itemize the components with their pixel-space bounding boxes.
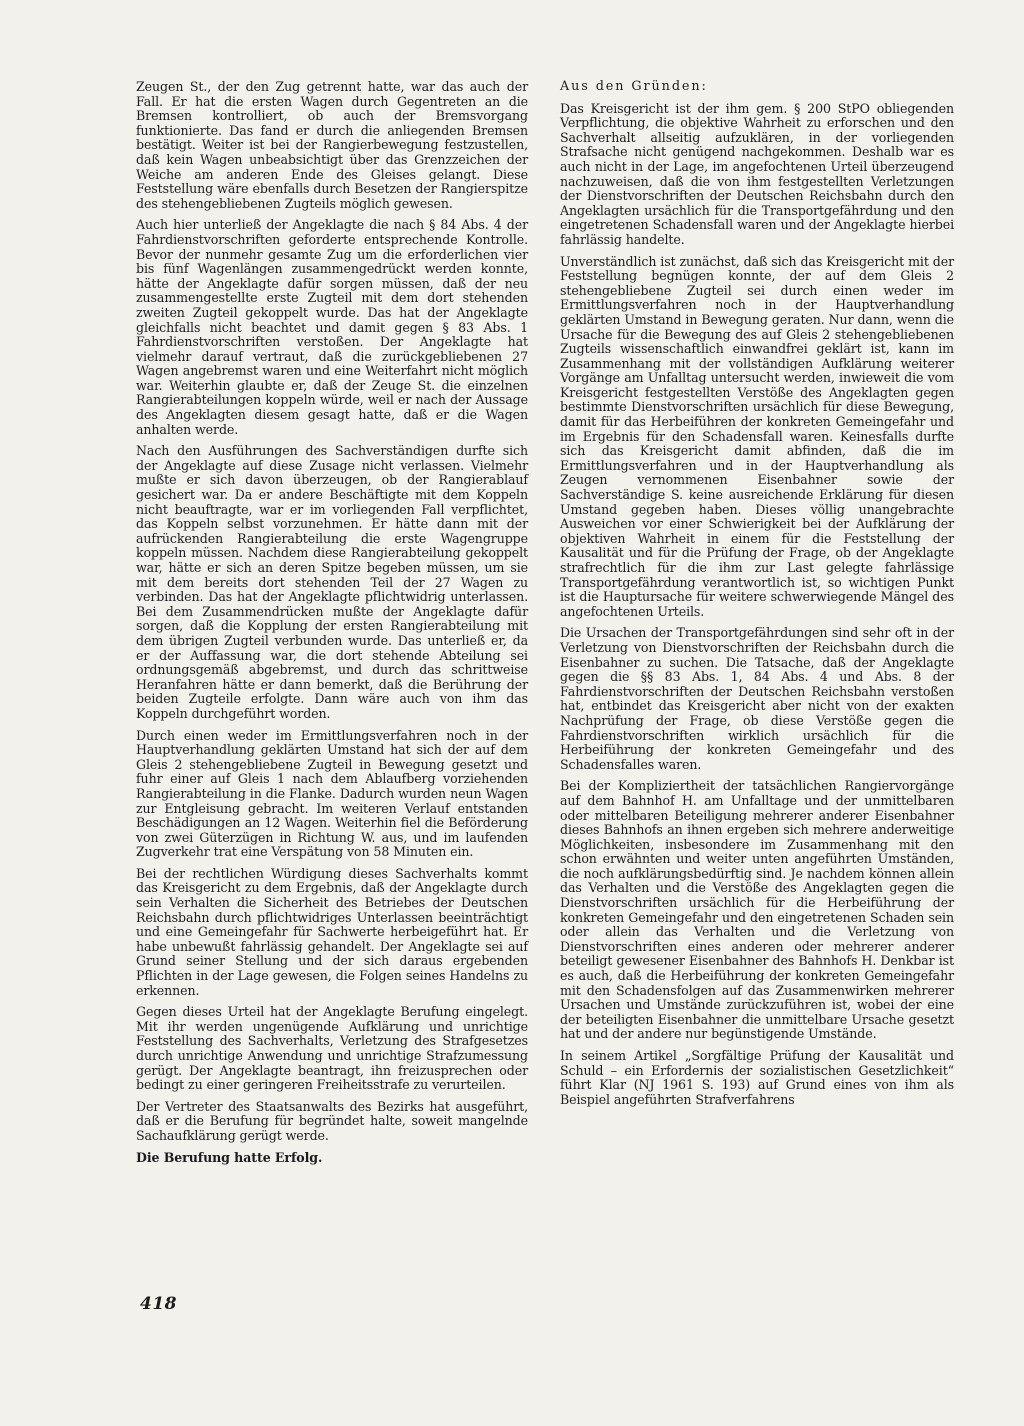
- paragraph: Zeugen St., der den Zug getrennt hatte, war das auch der Fall. Er hat die ersten Wagen durch Gegentreten an die Bremsen kontrolliert, ob auch der Bremsvorgang funktionierte. Das fand er durch die anliegenden Bremsen bestätigt. Weiter ist bei der Rangierbewegung festzustellen, daß kein Wagen unbeabsichtigt über das Grenzzeichen der Weiche am anderen Ende des Gleises gelangt. Diese Feststellung wäre ebenfalls durch Besetzen der Rangierspitze des stehengebliebenen Zugteils möglich gewesen.: [136, 79, 528, 211]
- section-heading: Aus den Gründen:: [560, 79, 708, 94]
- paragraph: Unverständlich ist zunächst, daß sich das Kreisgericht mit der Feststellung begnügen konnte, der auf dem Gleis 2 stehengebliebene Zugteil sei durch einen weder im Ermittlungsverfahren noch in der Hauptverhandlung geklärten Umstand in Bewegung geraten. Nur dann, wenn die Ursache für die Bewegung des auf Gleis 2 stehengebliebenen Zugteils wissenschaftlich einwandfrei geklärt ist, kann im Zusammenhang mit der vollständigen Aufklärung weiterer Vorgänge am Unfalltag untersucht werden, inwieweit die vom Kreisgericht festgestellten Verstöße des Angeklagten gegen bestimmte Dienstvorschriften ursächlich für diese Bewegung, damit für das Herbeiführen der konkreten Gemeingefahr und im Ergebnis für den Schadensfall waren. Keinesfalls durfte sich das Kreisgericht damit abfinden, daß die im Ermittlungsverfahren und in der Hauptverhandlung als Zeugen vernommenen Eisenbahner sowie der Sachverständige S. keine ausreichende Erklärung für diesen Umstand gegeben haben. Dieses völlig unangebrachte Ausweichen vor einer Schwierigkeit bei der Aufklärung der objektiven Wahrheit in einem für die Feststellung der Kausalität und für die Prüfung der Frage, ob der Angeklagte strafrechtlich für die ihm zur Last gelegte fahrlässige Transportgefährdung verantwortlich ist, so wichtigen Punkt ist die Hauptursache für weitere schwerwiegende Mängel des angefochtenen Urteils.: [560, 253, 954, 619]
- left-column: [136, 80, 528, 1172]
- paragraph: Durch einen weder im Ermittlungsverfahren noch in der Hauptverhandlung geklärten Umstand hat sich der auf dem Gleis 2 stehengebliebene Zugteil in Bewegung gesetzt und fuhr einer auf Gleis 1 nach dem Ablaufberg vorziehenden Rangierabteilung in die Flanke. Dadurch wurden neun Wagen zur Entgleisung gebracht. Im weiteren Verlauf entstanden Beschädigungen an 12 Wagen. Weiterhin fiel die Beförderung von zwei Güterzügen in Richtung W. aus, und im laufenden Zugverkehr trat eine Verspätung von 58 Minuten ein.: [136, 727, 528, 860]
- paragraph: Der Vertreter des Staatsanwalts des Bezirks hat ausgeführt, daß er die Berufung für begründet halte, soweit mangelnde Sachaufklärung gerügt werde.: [136, 1098, 528, 1143]
- paragraph: Auch hier unterließ der Angeklagte die nach § 84 Abs. 4 der Fahrdienstvorschriften geforderte entsprechende Kontrolle. Bevor der nunmehr gesamte Zug um die erforderlichen vier bis fünf Wagenlängen zusammengedrückt werden konnte, hätte der Angeklagte dafür sorgen müssen, daß der neu zusammengestellte erste Zugteil mit dem dort stehenden zweiten Zugteil gekoppelt wurde. Das hat der Angeklagte gleichfalls nicht beachtet und damit gegen § 83 Abs. 1 Fahrdienstvorschriften verstoßen. Der Angeklagte hat vielmehr darauf vertraut, daß die zurückgebliebenen 27 Wagen angebremst waren und eine Weiterfahrt nicht möglich war. Weiterhin glaubte er, daß der Zeuge St. die einzelnen Rangierabteilungen koppeln würde, weil er nach der Aussage des Angeklagten diesem gesagt hatte, daß er die Wagen anhalten werde.: [136, 217, 528, 437]
- paragraph: Nach den Ausführungen des Sachverständigen durfte sich der Angeklagte auf diese Zusage nicht verlassen. Vielmehr mußte er sich davon überzeugen, ob der Rangierablauf gesichert war. Da er andere Beschäftigte mit dem Koppeln nicht beauftragte, war er im vorliegenden Fall verpflichtet, das Koppeln selbst vorzunehmen. Er hätte dann mit der aufrückenden Rangierabteilung die erste Wagengruppe koppeln müssen. Nachdem diese Rangierabteilung gekoppelt war, hätte er sich an deren Spitze begeben müssen, um sie mit dem bereits dort stehenden Teil der 27 Wagen zu verbinden. Das hat der Angeklagte pflichtwidrig unterlassen. Bei dem Zusammendrücken mußte der Angeklagte dafür sorgen, daß die Kopplung der ersten Rangierabteilung mit dem übrigen Zugteil verbunden wurde. Das unterließ er, da er der Auffassung war, die dort stehende Abteilung sei ordnungsgemäß abgebremst, und durch das schrittweise Heranfahren hätte er dann bemerkt, daß die Berührung der beiden Zugteile erfolgte. Dann wäre auch von ihm das Koppeln durchgeführt worden.: [136, 443, 528, 721]
- paragraph: Bei der rechtlichen Würdigung dieses Sachverhalts kommt das Kreisgericht zu dem Ergebnis, daß der Angeklagte durch sein Verhalten die Sicherheit des Betriebes der Deutschen Reichsbahn durch pflichtwidriges Unterlassen beeinträchtigt und eine Gemeingefahr für Sachwerte herbeigeführt hat. Er habe unbewußt fahrlässig gehandelt. Der Angeklagte sei auf Grund seiner Stellung und der sich daraus ergebenden Pflichten in der Lage gewesen, die Folgen seines Handelns zu erkennen.: [136, 865, 528, 998]
- page-number: 418: [140, 1294, 177, 1314]
- paragraph: Die Ursachen der Transportgefährdungen sind sehr oft in der Verletzung von Dienstvorschriften der Reichsbahn durch die Eisenbahner zu suchen. Die Tatsache, daß der Angeklagte gegen die §§ 83 Abs. 1, 84 Abs. 4 und Abs. 8 der Fahrdienstvorschriften der Deutschen Reichsbahn verstoßen hat, entbindet das Kreisgericht aber nicht von der exakten Nachprüfung der Frage, ob diese Verstöße gegen die Fahrdienstvorschriften wirklich ursächlich für die Herbeiführung der konkreten Gemeingefahr und des Schadensfalles waren.: [560, 625, 954, 772]
- verdict-text: Die Berufung hatte Erfolg.: [136, 1149, 323, 1165]
- paragraph: Gegen dieses Urteil hat der Angeklagte Berufung eingelegt. Mit ihr werden ungenügende Aufklärung und unrichtige Feststellung des Sachverhalts, Verletzung des Strafgesetzes durch unrichtige Anwendung und unrichtige Strafzumessung gerügt. Der Angeklagte beantragt, ihn freizusprechen oder bedingt zu einer geringeren Freiheitsstrafe zu verurteilen.: [136, 1004, 528, 1093]
- right-column: [560, 80, 954, 1114]
- paragraph: Bei der Kompliziertheit der tatsächlichen Rangiervorgänge auf dem Bahnhof H. am Unfalltage und der unmittelbaren oder mittelbaren Beteiligung mehrerer anderer Eisenbahner dieses Bahnhofs an ihnen ergeben sich mehrere anderweitige Möglichkeiten, insbesondere im Zusammenhang mit den schon erwähnten und weiter unten angeführten Umständen, die noch aufklärungsbedürftig sind. Je nachdem können allein das Verhalten und die Verstöße des Angeklagten gegen die Dienstvorschriften ursächlich für die Herbeiführung der konkreten Gemeingefahr und den eingetretenen Schaden sein oder allein das Verhalten und die Verletzung von Dienstvorschriften eines anderen oder mehrerer anderer beteiligt gewesener Eisenbahner des Bahnhofs H. Denkbar ist es auch, daß die Herbeiführung der konkreten Gemeingefahr mit den Schadensfolgen auf das Zusammenwirken mehrerer Ursachen und Umstände zurückzuführen ist, wobei der eine der beteiligten Eisenbahner die unmittelbare Ursache gesetzt hat und der andere nur begünstigende Umstände.: [560, 778, 954, 1042]
- paragraph: Das Kreisgericht ist der ihm gem. § 200 StPO obliegenden Verpflichtung, die objektive Wahrheit zu erforschen und den Sachverhalt allseitig aufzuklären, in der vorliegenden Strafsache nicht genügend nachgekommen. Deshalb war es auch nicht in der Lage, im angefochtenen Urteil überzeugend nachzuweisen, daß die von ihm festgestellten Verletzungen der Dienstvorschriften der Deutschen Reichsbahn durch den Angeklagten ursächlich für die Transportgefährdung und den eingetretenen Schadensfall waren und der Angeklagte hierbei fahrlässig handelte.: [560, 100, 954, 247]
- paragraph: In seinem Artikel „Sorgfältige Prüfung der Kausalität und Schuld – ein Erfordernis der sozialistischen Gesetzlichkeit“ führt Klar (NJ 1961 S. 193) auf Grund eines von ihm als Beispiel angeführten Strafverfahrens: [560, 1048, 954, 1107]
